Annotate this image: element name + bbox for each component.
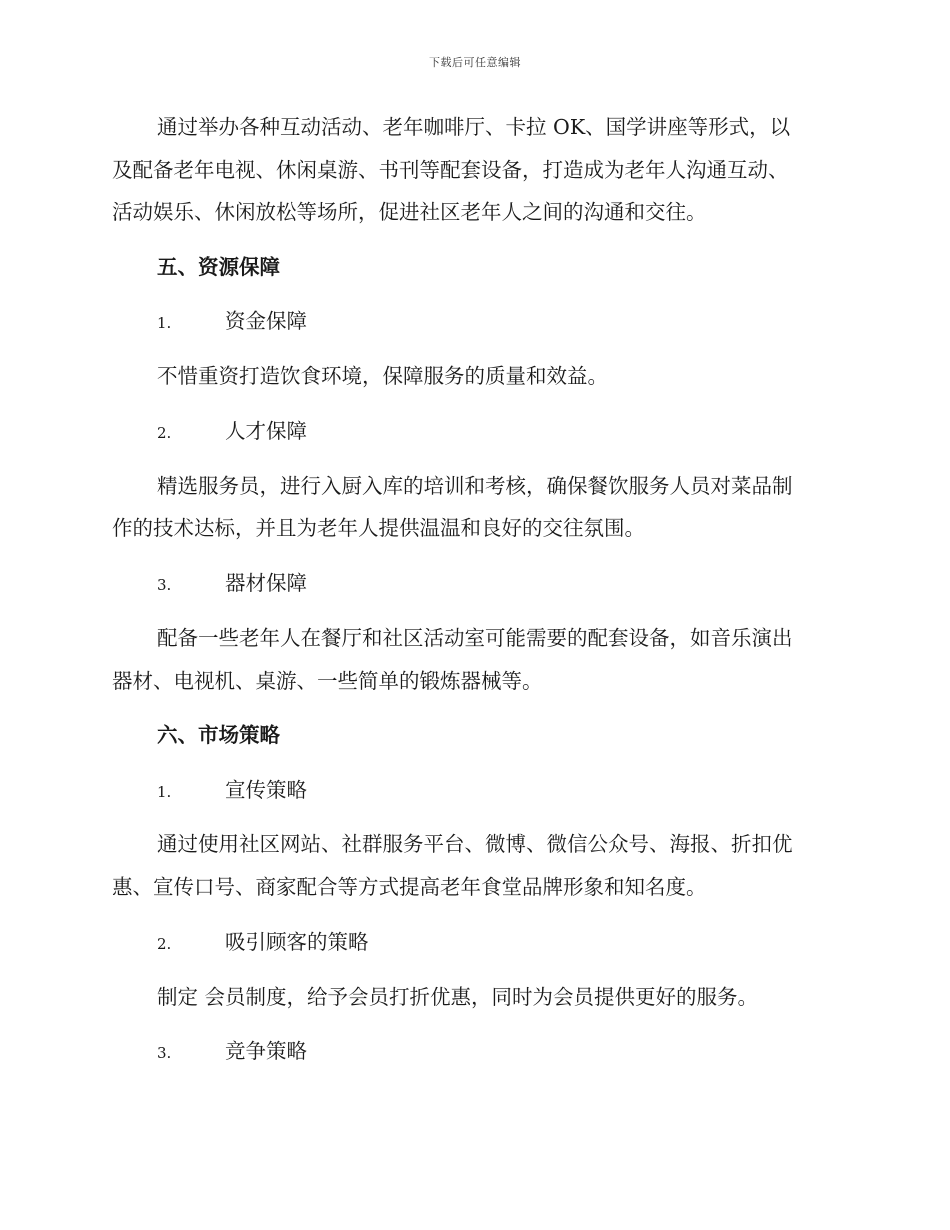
numbered-item — [157, 570, 307, 598]
paragraph-line: 器材、电视机、桌游、一些简单的锻炼器械等。 — [112, 669, 543, 693]
paragraph-line: 活动娱乐、休闲放松等场所，促进社区老年人之间的沟通和交往。 — [112, 200, 707, 224]
item-number: 2. — [157, 935, 172, 953]
paragraph-line: 通过使用社区网站、社群服务平台、微博、微信公众号、海报、折扣优 — [157, 832, 793, 856]
section-heading: 五、资源保障 — [157, 255, 280, 279]
item-number: 1. — [157, 314, 172, 332]
numbered-item — [157, 308, 307, 336]
numbered-item — [157, 777, 307, 805]
item-number: 3. — [157, 576, 172, 594]
item-number: 3. — [157, 1044, 172, 1062]
paragraph-line: 及配备老年电视、休闲桌游、书刊等配套设备，打造成为老年人沟通互动、 — [112, 158, 789, 182]
item-label: 竞争策略 — [225, 1039, 307, 1063]
item-label: 人才保障 — [225, 419, 307, 443]
paragraph-line: 制定 会员制度，给予会员打折优惠，同时为会员提供更好的服务。 — [157, 985, 759, 1009]
item-label: 资金保障 — [225, 309, 307, 333]
item-label: 宣传策略 — [225, 778, 307, 802]
section-heading: 六、市场策略 — [157, 723, 280, 747]
paragraph-line: 惠、宣传口号、商家配合等方式提高老年食堂品牌形象和知名度。 — [112, 875, 707, 899]
numbered-item — [157, 929, 369, 957]
paragraph-line: 作的技术达标，并且为老年人提供温温和良好的交往氛围。 — [112, 516, 645, 540]
item-number: 1. — [157, 783, 172, 801]
paragraph-line: 配备一些老年人在餐厅和社区活动室可能需要的配套设备，如音乐演出 — [157, 626, 793, 650]
item-label: 吸引顾客的策略 — [225, 930, 369, 954]
item-number: 2. — [157, 424, 172, 442]
paragraph-line: 通过举办各种互动活动、老年咖啡厅、卡拉 OK、国学讲座等形式，以 — [157, 115, 791, 139]
numbered-item — [157, 1038, 307, 1066]
numbered-item — [157, 418, 307, 446]
paragraph-line: 不惜重资打造饮食环境，保障服务的质量和效益。 — [157, 364, 608, 388]
paragraph-line: 精选服务员，进行入厨入库的培训和考核，确保餐饮服务人员对菜品制 — [157, 474, 793, 498]
page-header: 下载后可任意编辑 — [429, 56, 521, 69]
item-label: 器材保障 — [225, 571, 307, 595]
